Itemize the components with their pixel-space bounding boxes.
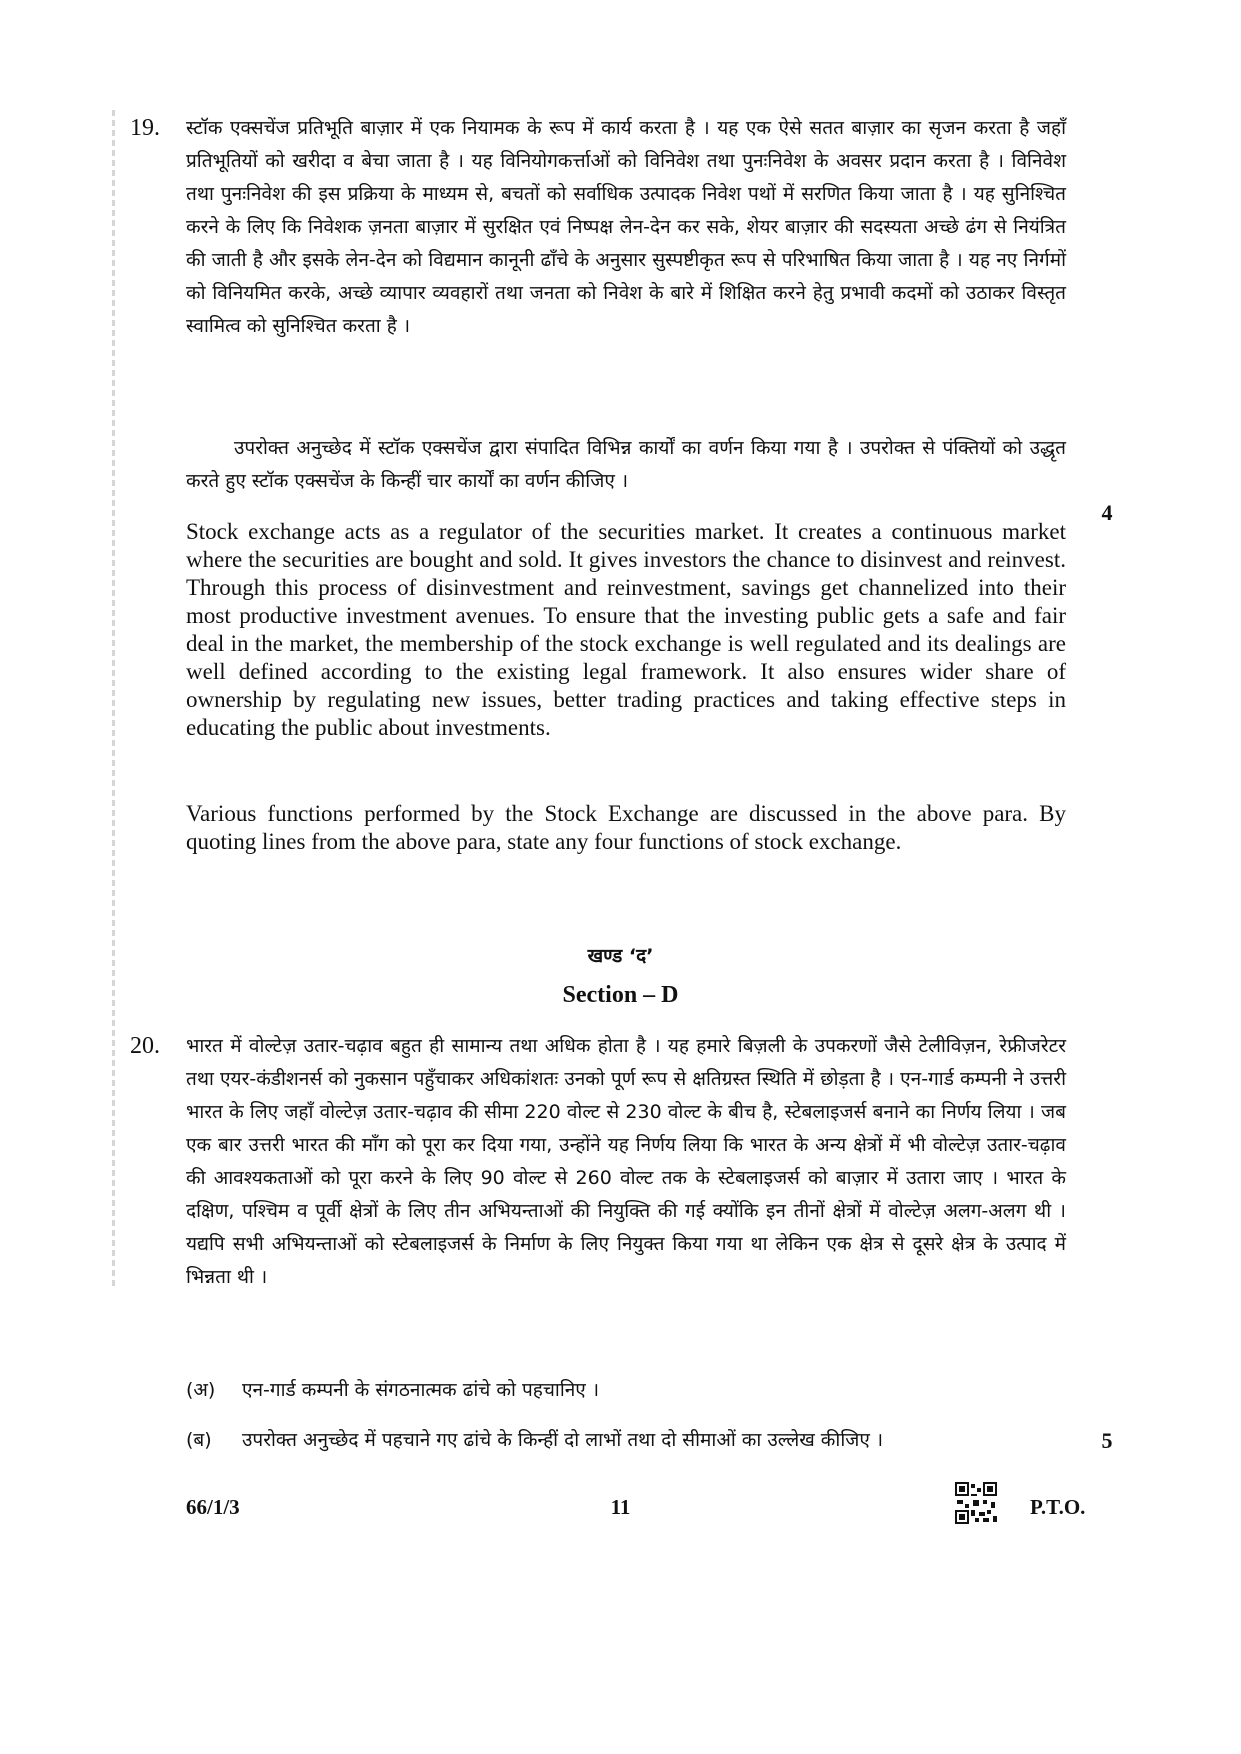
- question-20-sub-b: [186, 1425, 1066, 1455]
- sub-b-text: उपरोक्त अनुच्छेद में पहचाने गए ढांचे के किन्हीं दो लाभों तथा दो सीमाओं का उल्लेख कीजिए ।: [242, 1429, 884, 1451]
- paper-code: 66/1/3: [186, 1495, 240, 1519]
- question-19-english-question: Various functions performed by the Stock Exchange are discussed in the above para. By quoting lines from the above para, state any four functions of stock exchange.: [186, 801, 1066, 854]
- section-title-english: Section – D: [562, 982, 679, 1008]
- section-title-hindi: खण्ड ‘द’: [587, 945, 654, 967]
- question-20-hindi-passage: भारत में वोल्टेज़ उतार-चढ़ाव बहुत ही सामान्य तथा अधिक होता है । यह हमारे बिज़ली के उपकरणों जैसे टेलीविज़न, रेफ्रीजरेटर तथा एयर-कंडीशनर्स को नुकसान पहुँचाकर अधिकांशतः उनको पूर्ण रूप से क्षतिग्रस्त स्थिति में छोड़ता है । एन-गार्ड कम्पनी ने उत्तरी भारत के लिए जहाँ वोल्टेज़ उतार-चढ़ाव की सीमा 220 वोल्ट से 230 वोल्ट के बीच है, स्टेबलाइजर्स बनाने का निर्णय लिया । जब एक बार उत्तरी भारत की माँग को पूरा कर दिया गया, उन्होंने यह निर्णय लिया कि भारत के अन्य क्षेत्रों में भी वोल्टेज़ उतार-चढ़ाव की आवश्यकताओं को पूरा करने के लिए 90 वोल्ट से 260 वोल्ट तक के स्टेबलाइजर्स को बाज़ार में उतारा जाए । भारत के दक्षिण, पश्चिम व पूर्वी क्षेत्रों के लिए तीन अभियन्ताओं की नियुक्ति की गई क्योंकि इन तीनों क्षेत्रों में वोल्टेज़ अलग-अलग थी । यद्यपि सभी अभियन्ताओं को स्टेबलाइजर्स के निर्माण के लिए नियुक्त किया गया था लेकिन एक क्षेत्र से दूसरे क्षेत्र के उत्पाद में भिन्नता थी ।: [186, 1035, 1066, 1288]
- question-19-number: 19.: [130, 115, 160, 141]
- sub-a-label: (अ): [186, 1379, 216, 1401]
- question-19-hindi-question: उपरोक्त अनुच्छेद में स्टॉक एक्सचेंज द्वारा संपादित विभिन्न कार्यों का वर्णन किया गया है । उपरोक्त से पंक्तियों को उद्धृत करते हुए स्टॉक एक्सचेंज के किन्हीं चार कार्यों का वर्णन कीजिए ।: [186, 437, 1066, 492]
- sub-a-text: एन-गार्ड कम्पनी के संगठनात्मक ढांचे को पहचानिए ।: [242, 1379, 600, 1401]
- question-20-marks: 5: [1101, 1428, 1113, 1453]
- question-19-english-passage: Stock exchange acts as a regulator of the securities market. It creates a continuous market where the securities are bought and sold. It gives investors the chance to disinvest and reinvest. Through this process of disinvestment and reinvestment, savings get channelized into their most productive investment avenues. To ensure that the investing public gets a safe and fair deal in the market, the membership of the stock exchange is well regulated and its dealings are well defined according to the existing legal framework. It also ensures wider share of ownership by regulating new issues, better trading practices and taking effective steps in educating the public about investments.: [186, 519, 1066, 740]
- page-number: 11: [610, 1495, 631, 1519]
- question-20-sub-a: [186, 1375, 1066, 1405]
- question-19-marks: 4: [1101, 500, 1113, 525]
- question-20-number: 20.: [130, 1033, 160, 1059]
- margin-security-strip: [112, 110, 115, 1290]
- qr-code-icon: [955, 1482, 997, 1524]
- sub-b-label: (ब): [186, 1429, 212, 1451]
- question-19-hindi-passage: स्टॉक एक्सचेंज प्रतिभूति बाज़ार में एक नियामक के रूप में कार्य करता है । यह एक ऐसे सतत बाज़ार का सृजन करता है जहाँ प्रतिभूतियों को खरीदा व बेचा जाता है । यह विनियोगकर्त्ताओं को विनिवेश तथा पुनःनिवेश के अवसर प्रदान करता है । विनिवेश तथा पुनःनिवेश की इस प्रक्रिया के माध्यम से, बचतों को सर्वाधिक उत्पादक निवेश पथों में सरणित किया जाता है । यह सुनिश्चित करने के लिए कि निवेशक ज़नता बाज़ार में सुरक्षित एवं निष्पक्ष लेन-देन कर सके, शेयर बाज़ार की सदस्यता अच्छे ढंग से नियंत्रित की जाती है और इसके लेन-देन को विद्यमान कानूनी ढाँचे के अनुसार सुस्पष्टीकृत रूप से परिभाषित किया जाता है । यह नए निर्गमों को विनियमित करके, अच्छे व्यापार व्यवहारों तथा जनता को निवेश के बारे में शिक्षित करने हेतु प्रभावी कदमों को उठाकर विस्तृत स्वामित्व को सुनिश्चित करता है ।: [186, 117, 1066, 337]
- please-turn-over: P.T.O.: [1030, 1495, 1086, 1519]
